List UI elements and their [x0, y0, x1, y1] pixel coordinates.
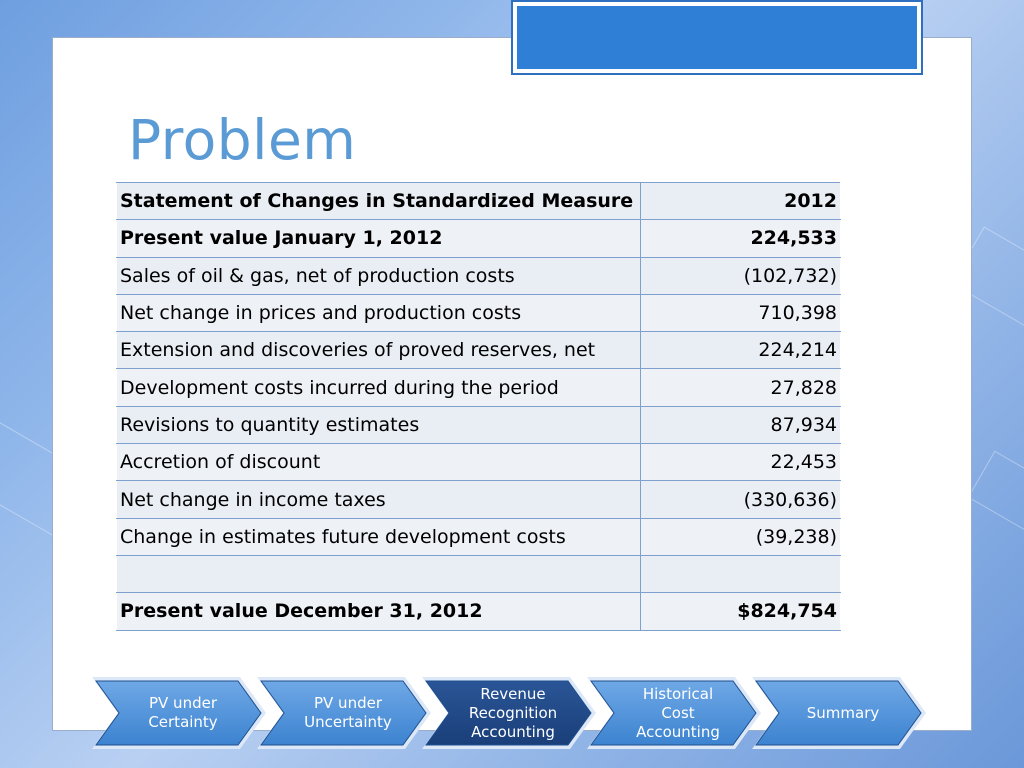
row-value: 22,453	[641, 444, 841, 481]
table-header-row	[117, 183, 841, 220]
table-row	[117, 593, 841, 630]
table-header-year: 2012	[641, 183, 841, 220]
row-value: 710,398	[641, 294, 841, 331]
row-label: Present value January 1, 2012	[117, 220, 641, 257]
row-label: Net change in prices and production costs	[117, 294, 641, 331]
row-value: 27,828	[641, 369, 841, 406]
table-row	[117, 257, 841, 294]
nav-chevron-label: Historical Cost Accounting	[636, 684, 720, 741]
row-value: (39,238)	[641, 518, 841, 555]
nav-chevron-label: Summary	[806, 703, 880, 722]
table-row	[117, 518, 841, 555]
slide-title: Problem	[128, 108, 357, 172]
row-label: Net change in income taxes	[117, 481, 641, 518]
table-row	[117, 369, 841, 406]
row-label: Accretion of discount	[117, 444, 641, 481]
row-value: 87,934	[641, 406, 841, 443]
nav-chevron-label: Revenue Recognition Accounting	[468, 684, 558, 741]
table-row	[117, 555, 841, 592]
row-label: Development costs incurred during the period	[117, 369, 641, 406]
row-value: (330,636)	[641, 481, 841, 518]
row-label: Sales of oil & gas, net of production costs	[117, 257, 641, 294]
row-value: (102,732)	[641, 257, 841, 294]
nav-chevron-pv-under-certainty[interactable]	[90, 675, 268, 751]
table-row	[117, 481, 841, 518]
header-decoration	[511, 0, 923, 75]
statement-table	[116, 182, 841, 631]
nav-chevron-label: PV under Certainty	[148, 694, 218, 731]
table-header-label: Statement of Changes in Standardized Measure	[117, 183, 641, 220]
section-navigation	[90, 675, 940, 751]
table-row	[117, 406, 841, 443]
row-value: 224,533	[641, 220, 841, 257]
row-value: $824,754	[641, 593, 841, 630]
nav-chevron-label: PV under Uncertainty	[304, 694, 392, 731]
row-value	[641, 555, 841, 592]
nav-chevron-historical-cost-accounting[interactable]	[585, 675, 763, 751]
row-label: Change in estimates future development costs	[117, 518, 641, 555]
table-row	[117, 220, 841, 257]
row-label	[117, 555, 641, 592]
nav-chevron-pv-under-uncertainty[interactable]	[255, 675, 433, 751]
table-row	[117, 332, 841, 369]
row-label: Revisions to quantity estimates	[117, 406, 641, 443]
row-label: Extension and discoveries of proved reserves, net	[117, 332, 641, 369]
table-row	[117, 294, 841, 331]
header-decoration-fill	[517, 6, 917, 69]
table-row	[117, 444, 841, 481]
row-label: Present value December 31, 2012	[117, 593, 641, 630]
background-hexagon	[968, 451, 1024, 544]
nav-chevron-revenue-recognition-accounting[interactable]	[420, 675, 598, 751]
row-value: 224,214	[641, 332, 841, 369]
nav-chevron-summary[interactable]	[750, 675, 928, 751]
